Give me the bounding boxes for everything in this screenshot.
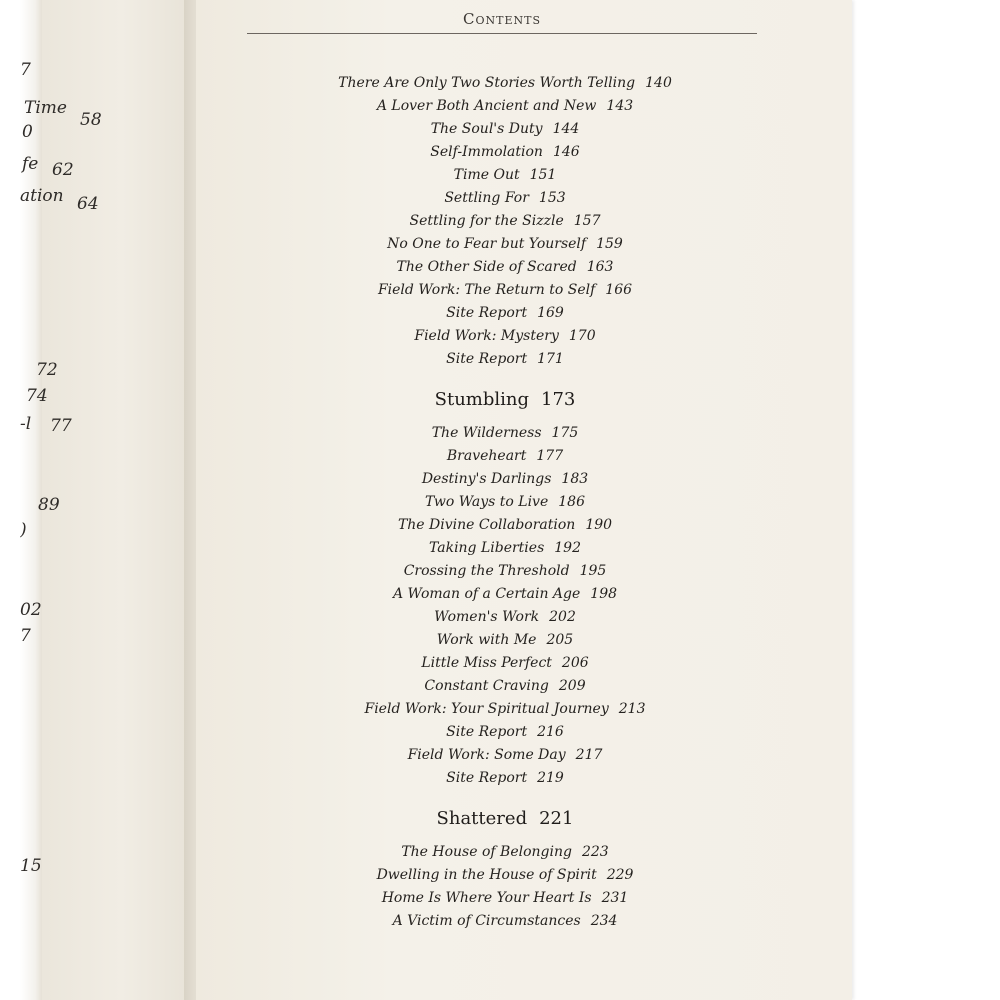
toc-entry-title: Two Ways to Live <box>425 494 549 510</box>
left-fragment: 7 <box>20 626 31 646</box>
toc-entry-page: 163 <box>586 259 614 275</box>
toc-entry-page: 169 <box>537 305 564 321</box>
toc-entry-page: 209 <box>558 678 586 694</box>
left-fragment: 89 <box>38 495 60 515</box>
left-fragment: 74 <box>26 386 48 406</box>
section-page-number: 221 <box>539 808 574 829</box>
left-fragment: 62 <box>52 160 74 180</box>
toc-entry-title: The Wilderness <box>431 425 542 441</box>
toc-entry <box>250 164 760 187</box>
left-fragment: 58 <box>80 110 102 130</box>
toc-entry <box>250 468 760 491</box>
toc-entry <box>250 187 760 210</box>
toc-entry-page: 198 <box>590 586 618 602</box>
toc-entry-page: 170 <box>568 328 596 344</box>
toc-entry-title: Field Work: Some Day <box>407 747 566 763</box>
toc-entry-title: Crossing the Threshold <box>403 563 570 579</box>
toc-entry <box>250 864 760 887</box>
toc-entry-title: No One to Fear but Yourself <box>387 236 587 252</box>
toc-entry-title: A Victim of Circumstances <box>392 913 581 929</box>
toc-entry <box>250 629 760 652</box>
toc-entry-page: 183 <box>561 471 589 487</box>
left-page <box>20 0 190 1000</box>
toc-entry-page: 157 <box>573 213 601 229</box>
toc-entry-page: 217 <box>575 747 603 763</box>
toc-entry <box>250 348 760 371</box>
left-fragment: 64 <box>77 194 99 214</box>
toc-entry-page: 140 <box>645 75 672 91</box>
toc-entry <box>250 675 760 698</box>
toc-entry-title: Dwelling in the House of Spirit <box>376 867 597 883</box>
toc-entry <box>250 279 760 302</box>
toc-entry-title: Constant Craving <box>424 678 549 694</box>
toc-entry-title: The Soul's Duty <box>430 121 543 137</box>
toc-entry <box>250 514 760 537</box>
toc-entry-title: Braveheart <box>446 448 527 464</box>
toc-entry-page: 143 <box>606 98 634 114</box>
toc-entry <box>250 721 760 744</box>
toc-entry-title: Home Is Where Your Heart Is <box>381 890 592 906</box>
table-of-contents <box>250 72 760 933</box>
toc-entry-title: There Are Only Two Stories Worth Telling <box>338 75 636 91</box>
toc-entry-title: Site Report <box>446 351 528 367</box>
toc-entry-title: Women's Work <box>434 609 540 625</box>
toc-entry <box>250 652 760 675</box>
toc-entry-page: 202 <box>549 609 576 625</box>
toc-entry-title: Site Report <box>446 305 528 321</box>
left-fragment: 7 <box>20 60 31 80</box>
section-title: Shattered <box>436 808 528 829</box>
toc-entry-title: The Divine Collaboration <box>397 517 576 533</box>
toc-entry-page: 206 <box>561 655 589 671</box>
toc-entry <box>250 583 760 606</box>
toc-entry <box>250 233 760 256</box>
toc-entry <box>250 422 760 445</box>
toc-entry <box>250 537 760 560</box>
toc-entry <box>250 118 760 141</box>
toc-entry-page: 186 <box>558 494 585 510</box>
toc-entry <box>250 302 760 325</box>
header-rule <box>247 33 757 34</box>
section-heading <box>250 808 760 829</box>
toc-entry-title: Destiny's Darlings <box>421 471 552 487</box>
toc-entry <box>250 744 760 767</box>
toc-entry <box>250 910 760 933</box>
toc-entry-title: Site Report <box>446 724 528 740</box>
toc-entry-page: 205 <box>546 632 574 648</box>
toc-entry-page: 192 <box>554 540 581 556</box>
left-fragment: fe <box>22 154 39 174</box>
toc-entry-page: 213 <box>618 701 646 717</box>
toc-entry <box>250 606 760 629</box>
left-fragment: ) <box>20 520 27 540</box>
toc-entry-title: Field Work: The Return to Self <box>377 282 596 298</box>
toc-entry-title: Site Report <box>446 770 528 786</box>
toc-entry-page: 159 <box>596 236 623 252</box>
toc-entry <box>250 560 760 583</box>
toc-entry-page: 195 <box>579 563 607 579</box>
toc-entry-title: Field Work: Mystery <box>414 328 559 344</box>
left-fragment: 77 <box>50 416 72 436</box>
section-page-number: 173 <box>541 389 576 410</box>
toc-entry-page: 223 <box>581 844 609 860</box>
left-fragment: Time <box>24 98 67 118</box>
toc-entry <box>250 887 760 910</box>
toc-entry <box>250 698 760 721</box>
toc-entry-title: Taking Liberties <box>428 540 545 556</box>
toc-entry <box>250 841 760 864</box>
toc-entry-page: 153 <box>538 190 566 206</box>
toc-entry-page: 229 <box>606 867 634 883</box>
contents-header: Contents <box>463 10 541 28</box>
left-fragment: 72 <box>36 360 58 380</box>
toc-entry-title: Self-Immolation <box>430 144 543 160</box>
toc-entry <box>250 141 760 164</box>
toc-entry-title: Time Out <box>453 167 520 183</box>
toc-entry-page: 171 <box>537 351 564 367</box>
toc-entry-page: 216 <box>537 724 564 740</box>
toc-entry <box>250 72 760 95</box>
toc-entry <box>250 445 760 468</box>
toc-entry-title: Settling For <box>444 190 529 206</box>
toc-entry <box>250 325 760 348</box>
toc-entry-page: 234 <box>590 913 618 929</box>
toc-entry-title: A Lover Both Ancient and New <box>376 98 597 114</box>
toc-entry-title: A Woman of a Certain Age <box>392 586 581 602</box>
toc-entry-page: 190 <box>585 517 613 533</box>
toc-entry-page: 144 <box>552 121 580 137</box>
left-fragment: ation <box>20 186 64 206</box>
left-fragment: -l <box>20 414 32 434</box>
toc-entry <box>250 95 760 118</box>
toc-entry-title: Little Miss Perfect <box>421 655 552 671</box>
toc-entry-page: 231 <box>601 890 629 906</box>
toc-entry-page: 146 <box>552 144 580 160</box>
left-fragment: 15 <box>20 856 42 876</box>
toc-entry-page: 151 <box>529 167 557 183</box>
toc-entry-page: 166 <box>605 282 633 298</box>
toc-entry-title: Field Work: Your Spiritual Journey <box>364 701 609 717</box>
toc-entry-title: Work with Me <box>436 632 537 648</box>
toc-entry <box>250 767 760 790</box>
toc-entry-title: The Other Side of Scared <box>396 259 577 275</box>
toc-entry-page: 177 <box>536 448 564 464</box>
section-heading <box>250 389 760 410</box>
toc-entry <box>250 210 760 233</box>
left-fragment: 02 <box>20 600 42 620</box>
toc-entry <box>250 491 760 514</box>
toc-entry-title: Settling for the Sizzle <box>409 213 564 229</box>
section-title: Stumbling <box>434 389 530 410</box>
toc-entry-page: 175 <box>551 425 579 441</box>
toc-entry-page: 219 <box>537 770 564 786</box>
left-fragment: 0 <box>22 122 33 142</box>
toc-entry <box>250 256 760 279</box>
toc-entry-title: The House of Belonging <box>401 844 572 860</box>
